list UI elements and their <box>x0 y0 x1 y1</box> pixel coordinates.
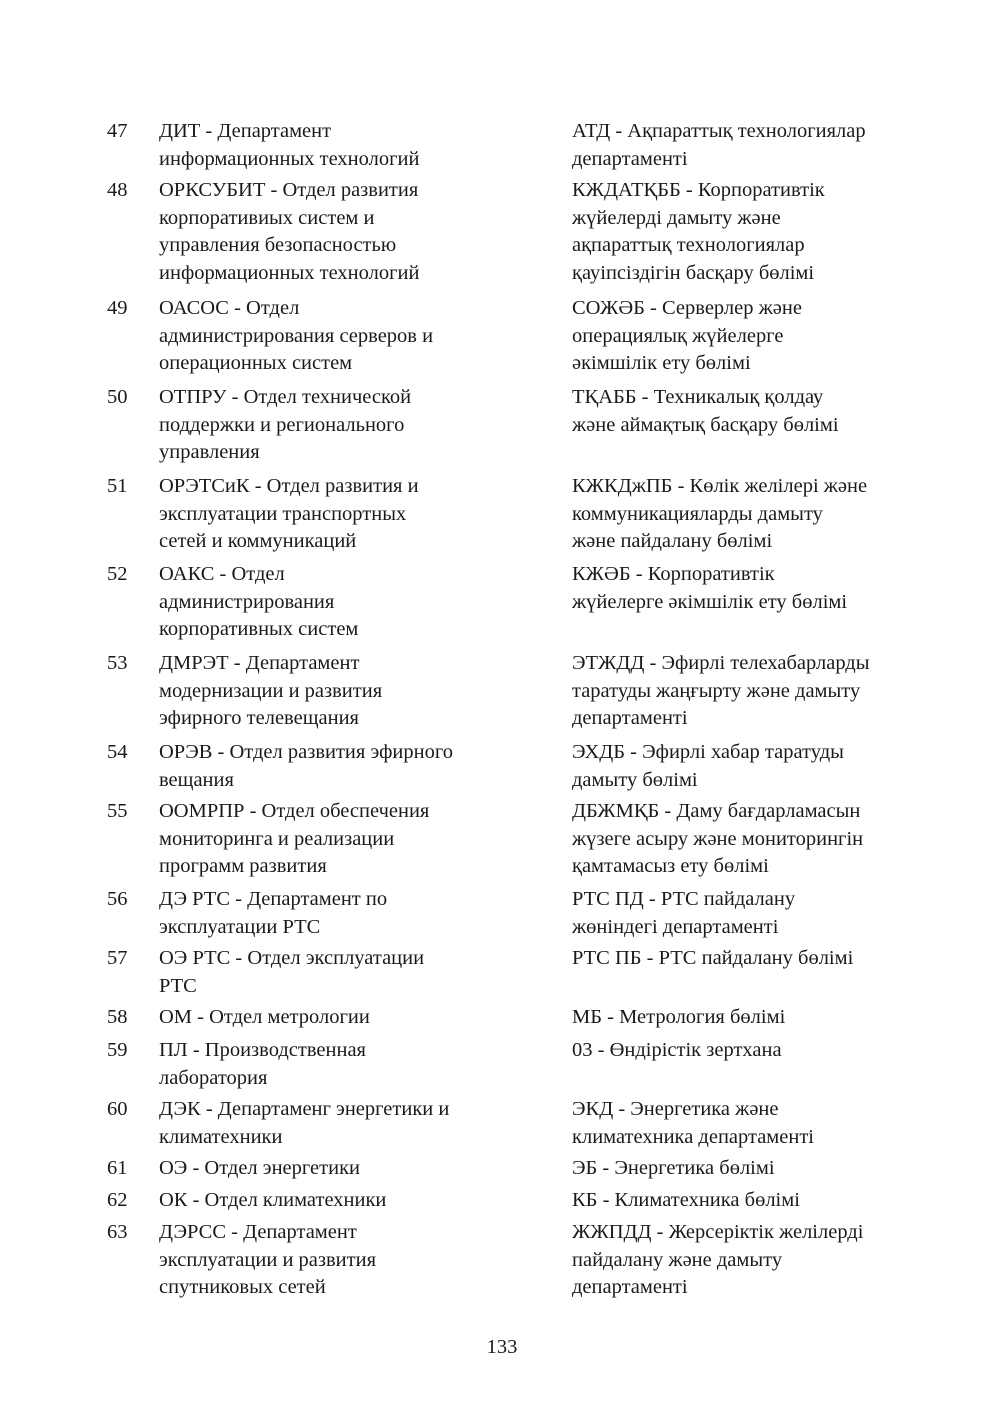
russian-term: ОТПРУ - Отдел технической поддержки и регионального управления <box>159 386 412 464</box>
kazakh-term: ЭХДБ - Эфирлі хабар таратуды дамыту бөлімі <box>572 741 844 791</box>
row-number: 48 <box>107 179 128 201</box>
kazakh-term: ДБЖМҚБ - Даму бағдарламасын жүзеге асыру және мониторингін қамтамасыз ету бөлімі <box>572 800 864 878</box>
row-number: 53 <box>107 652 128 674</box>
row-number: 49 <box>107 297 128 319</box>
russian-term: ДЭК - Департаменг энергетики и климатехники <box>159 1098 450 1148</box>
kazakh-term: РТС ПБ - РТС пайдалану бөлімі <box>572 947 854 969</box>
russian-term: ОК - Отдел климатехники <box>159 1189 387 1211</box>
kazakh-term: АТД - Ақпараттық технологиялар департаменті <box>572 120 866 170</box>
kazakh-term: ЭКД - Энергетика және климатехника департаменті <box>572 1098 814 1148</box>
kazakh-term: КЖӘБ - Корпоративтік жүйелерге әкімшілік ету бөлімі <box>572 563 848 613</box>
russian-term: ДИТ - Департамент информационных технологий <box>159 120 420 170</box>
russian-term: ОЭ - Отдел энергетики <box>159 1157 361 1179</box>
kazakh-term: КБ - Климатехника бөлімі <box>572 1189 800 1211</box>
row-number: 52 <box>107 563 128 585</box>
russian-term: ОРЭТСиК - Отдел развития и эксплуатации транспортных сетей и коммуникаций <box>159 475 419 553</box>
russian-term: ООМРПР - Отдел обеспечения мониторинга и реализации программ развития <box>159 800 430 878</box>
row-number: 55 <box>107 800 128 822</box>
russian-term: ОАСОС - Отдел администрирования серверов и операционных систем <box>159 297 434 375</box>
russian-term: ПЛ - Производственная лаборатория <box>159 1039 366 1089</box>
russian-term: ОЭ РТС - Отдел эксплуатации РТС <box>159 947 425 997</box>
kazakh-term: 03 - Өндірістік зертхана <box>572 1039 782 1061</box>
russian-term: ДМРЭТ - Департамент модернизации и развития эфирного телевещания <box>159 652 383 730</box>
kazakh-term: ЭТЖДД - Эфирлі телехабарларды таратуды жаңғырту және дамыту департаменті <box>572 652 870 730</box>
russian-term: ДЭ РТС - Департамент по эксплуатации РТС <box>159 888 388 938</box>
row-number: 62 <box>107 1189 128 1211</box>
row-number: 51 <box>107 475 128 497</box>
row-number: 54 <box>107 741 128 763</box>
kazakh-term: МБ - Метрология бөлімі <box>572 1006 786 1028</box>
row-number: 47 <box>107 120 128 142</box>
row-number: 50 <box>107 386 128 408</box>
kazakh-term: РТС ПД - РТС пайдалану жөніндегі департаменті <box>572 888 796 938</box>
kazakh-term: СОЖӘБ - Серверлер және операциялық жүйелерге әкімшілік ету бөлімі <box>572 297 802 375</box>
row-number: 58 <box>107 1006 128 1028</box>
russian-term: ОРЭВ - Отдел развития эфирного вещания <box>159 741 453 791</box>
kazakh-term: КЖДАТҚББ - Корпоративтік жүйелерді дамыту және ақпараттық технологиялар қауіпсіздігін басқару бөлімі <box>572 179 825 284</box>
row-number: 63 <box>107 1221 128 1243</box>
kazakh-term: ТҚАББ - Техникалық қолдау және аймақтық басқару бөлімі <box>572 386 839 436</box>
row-number: 56 <box>107 888 128 910</box>
russian-term: ОРКСУБИТ - Отдел развития корпоративиых систем и управления безопасностью информационных технологий <box>159 179 420 284</box>
row-number: 57 <box>107 947 128 969</box>
kazakh-term: ЭБ - Энергетика бөлімі <box>572 1157 775 1179</box>
russian-term: ДЭРСС - Департамент эксплуатации и развития спутниковых сетей <box>159 1221 376 1299</box>
kazakh-term: КЖКДжПБ - Көлік желілері және коммуникацияларды дамыту және пайдалану бөлімі <box>572 475 868 553</box>
russian-term: ОМ - Отдел метрологии <box>159 1006 370 1028</box>
row-number: 60 <box>107 1098 128 1120</box>
kazakh-term: ЖЖПДД - Жерсеріктік желілерді пайдалану және дамыту департаменті <box>572 1221 864 1299</box>
row-number: 59 <box>107 1039 128 1061</box>
row-number: 61 <box>107 1157 128 1179</box>
page-number: 133 <box>486 1336 518 1358</box>
russian-term: ОАКС - Отдел администрирования корпоративных систем <box>159 563 359 641</box>
